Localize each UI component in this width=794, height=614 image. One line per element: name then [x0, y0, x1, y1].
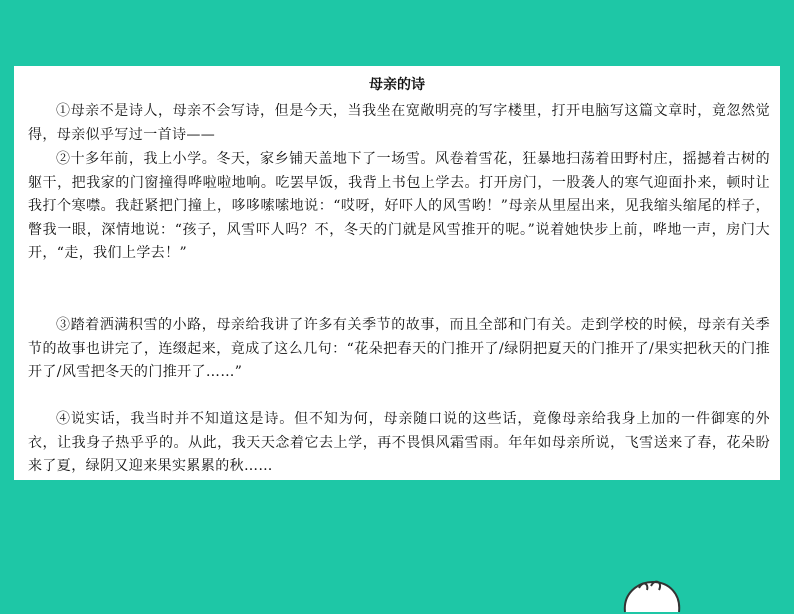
cartoon-head-icon — [617, 574, 687, 614]
reading-passage-card — [14, 66, 780, 480]
header-band — [0, 0, 794, 66]
paragraph-1: ①母亲不是诗人，母亲不会写诗，但是今天，当我坐在宽敞明亮的写字楼里，打开电脑写这篇文章时，竟忽然觉得，母亲似乎写过一首诗—— — [28, 103, 770, 143]
paragraph-3: ③踏着洒满积雪的小路，母亲给我讲了许多有关季节的故事，而且全部和门有关。走到学校的时候，母亲有关季节的故事也讲完了，连缀起来，竟成了这么几句：“花朵把春天的门推开了/绿阴把夏天的门推开了/果实把秋天的门推开了/风雪把冬天的门推开了……” — [28, 317, 770, 381]
passage-title: 母亲的诗 — [369, 77, 425, 93]
paragraph-4: ④说实话，我当时并不知道这是诗。但不知为何，母亲随口说的这些话，竟像母亲给我身上加的一件御寒的外衣，让我身子热乎乎的。从此，我天天念着它去上学，再不畏惧风霜雪雨。年年如母亲所说，飞雪送来了春，花朵盼来了夏，绿阴又迎来果实累累的秋…… — [28, 411, 770, 475]
paragraph-2: ②十多年前，我上小学。冬天，家乡铺天盖地下了一场雪。风卷着雪花，狂暴地扫荡着田野村庄，摇撼着古树的躯干，把我家的门窗撞得哗啦啦地响。吃罢早饭，我背上书包上学去。打开房门，一股袭人的寒气迎面扑来，顿时让我打个寒噤。我赶紧把门撞上，哆哆嗦嗦地说：“哎呀，好吓人的风雪哟！”母亲从里屋出来，见我缩头缩尾的样子，瞥我一眼，深情地说：“孩子，风雪吓人吗？不，冬天的门就是风雪推开的呢。”说着她快步上前，哗地一声，房门大开，“走，我们上学去！” — [28, 151, 770, 262]
